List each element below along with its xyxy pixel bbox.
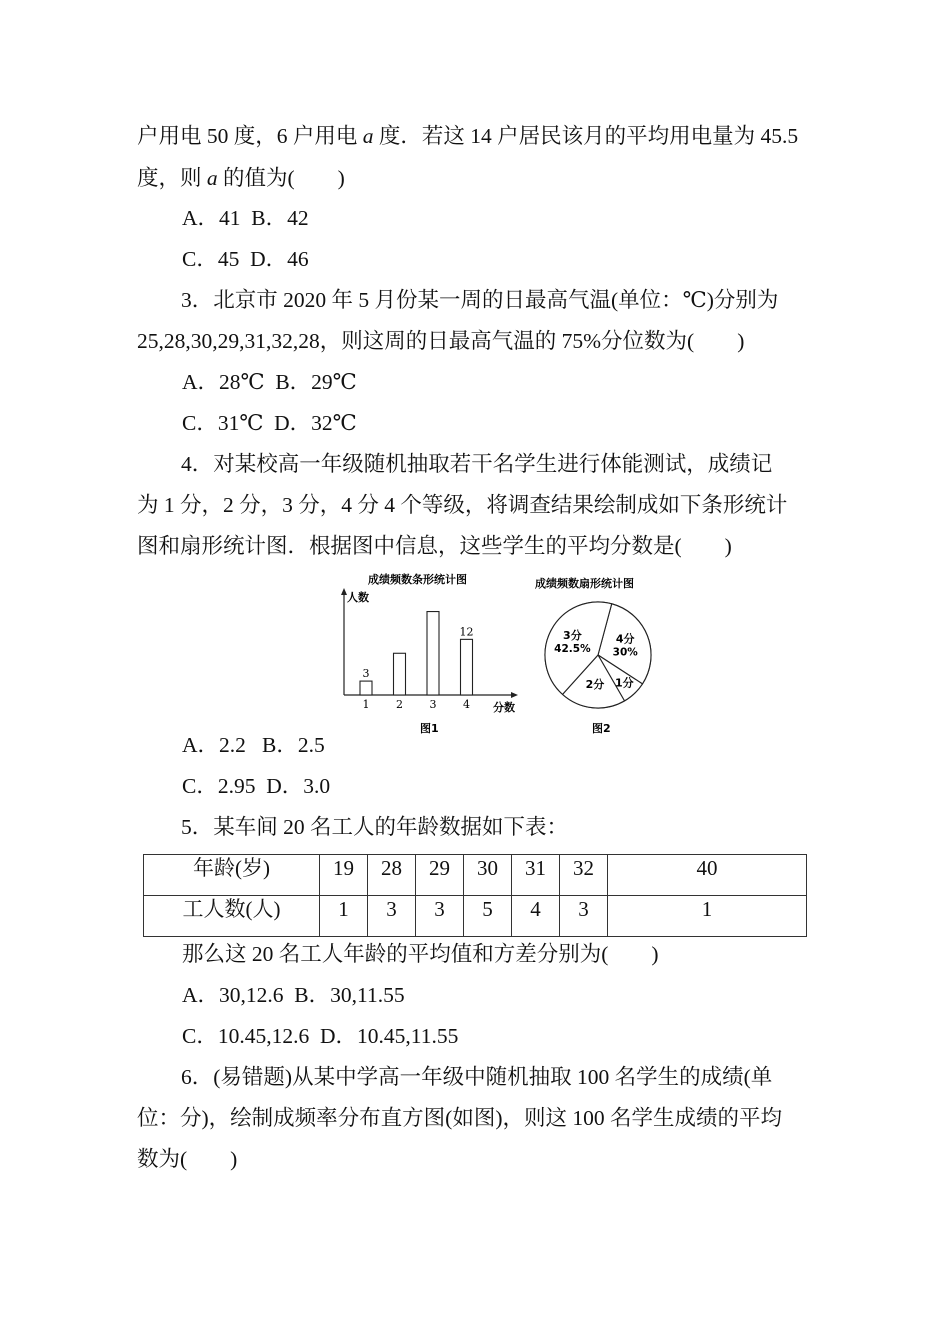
q2-options-cd: C．45 D．46 <box>182 247 309 271</box>
bar-tick-label: 3 <box>429 698 437 711</box>
q4-figure <box>330 568 660 738</box>
count-row <box>144 896 807 937</box>
pie-slice-percent: 42.5% <box>554 643 591 656</box>
table-cell: 30 <box>464 855 512 896</box>
bar-1 <box>360 681 372 695</box>
q2-options-ab: A．41 B．42 <box>182 206 309 230</box>
bar-tick-label: 4 <box>463 698 470 711</box>
bar-data-label: 3 <box>362 667 370 681</box>
pie-slice-label: 1分 <box>614 676 634 690</box>
pie-slice-label: 4分 <box>615 632 635 646</box>
bar-4 <box>461 639 473 695</box>
bar-3 <box>427 612 439 695</box>
pie-slice-label: 2分 <box>585 677 605 691</box>
bar-tick-label: 1 <box>362 698 370 711</box>
q2-text: 的值为( ) <box>217 166 345 190</box>
table-cell: 28 <box>368 855 416 896</box>
table-header-cell: 年龄(岁) <box>144 855 320 896</box>
q6-line-3: 数为( ) <box>137 1147 238 1171</box>
q5-options-cd: C．10.45,12.6 D．10.45,11.55 <box>182 1024 459 1048</box>
table-cell: 1 <box>320 896 368 937</box>
bar-series <box>360 612 474 711</box>
q2-line-1 <box>137 122 950 150</box>
table-cell: 3 <box>368 896 416 937</box>
bar-y-label: 人数 <box>347 591 369 604</box>
table-cell: 19 <box>320 855 368 896</box>
bar-2 <box>394 653 406 695</box>
q3-line-2: 25,28,30,29,31,32,28，则这周的日最高气温的 75%分位数为( ) <box>137 329 745 353</box>
pie-chart-title: 成绩频数扇形统计图 <box>535 577 634 590</box>
q2-text: 户用电 50 度，6 户用电 <box>137 124 363 148</box>
q3-options-ab: A．28℃ B．29℃ <box>182 370 357 394</box>
table-cell: 1 <box>608 896 807 937</box>
table-cell: 5 <box>464 896 512 937</box>
bar-chart-caption: 图1 <box>420 722 439 735</box>
bar-x-label: 分数 <box>493 701 515 714</box>
q4-options-cd: C．2.95 D．3.0 <box>182 774 331 798</box>
table-cell: 40 <box>608 855 807 896</box>
pie-slice-label: 3分 <box>563 629 582 643</box>
pie-slice-percent: 30% <box>612 646 638 659</box>
q2-variable: a <box>206 166 218 190</box>
pie-chart-caption: 图2 <box>592 722 611 735</box>
bar-chart <box>341 572 518 735</box>
table-cell: 29 <box>416 855 464 896</box>
table-cell: 32 <box>560 855 608 896</box>
q3-line-1: 3．北京市 2020 年 5 月份某一周的日最高气温(单位：℃)分别为 <box>181 288 779 312</box>
q6-line-2: 位：分)，绘制成频率分布直方图(如图)，则这 100 名学生成绩的平均 <box>137 1106 782 1130</box>
age-row <box>144 855 807 896</box>
table-cell: 31 <box>512 855 560 896</box>
q2-text: 度．若这 14 户居民该月的平均用电量为 45.5 <box>373 124 799 148</box>
q4-line-1: 4．对某校高一年级随机抽取若干名学生进行体能测试，成绩记 <box>181 452 773 476</box>
q5-line-2: 那么这 20 名工人年龄的平均值和方差分别为( ) <box>182 942 659 966</box>
q4-charts-svg <box>330 568 660 738</box>
q4-line-2: 为 1 分，2 分，3 分，4 分 4 个等级，将调查结果绘制成如下条形统计 <box>137 493 788 517</box>
bar-chart-title: 成绩频数条形统计图 <box>368 573 467 586</box>
bar-x-axis-arrow <box>511 692 518 698</box>
age-table <box>143 854 807 937</box>
q2-line-2 <box>137 164 950 192</box>
table-cell: 4 <box>512 896 560 937</box>
pie-series <box>545 602 651 708</box>
bar-tick-label: 2 <box>396 698 403 711</box>
q2-text: 度，则 <box>137 166 207 190</box>
q3-options-cd: C．31℃ D．32℃ <box>182 411 357 435</box>
q5-options-ab: A．30,12.6 B．30,11.55 <box>182 983 405 1007</box>
table-cell: 3 <box>416 896 464 937</box>
q5-line-1: 5．某车间 20 名工人的年龄数据如下表： <box>181 815 569 839</box>
q6-line-1: 6．(易错题)从某中学高一年级中随机抽取 100 名学生的成绩(单 <box>181 1065 773 1089</box>
table-header-cell: 工人数(人) <box>144 896 320 937</box>
q2-variable: a <box>362 124 374 148</box>
pie-chart <box>535 576 651 735</box>
q4-options-ab: A．2.2 B．2.5 <box>182 733 325 757</box>
q4-line-3: 图和扇形统计图．根据图中信息，这些学生的平均分数是( ) <box>137 534 732 558</box>
table-cell: 3 <box>560 896 608 937</box>
bar-data-label: 12 <box>459 625 474 639</box>
